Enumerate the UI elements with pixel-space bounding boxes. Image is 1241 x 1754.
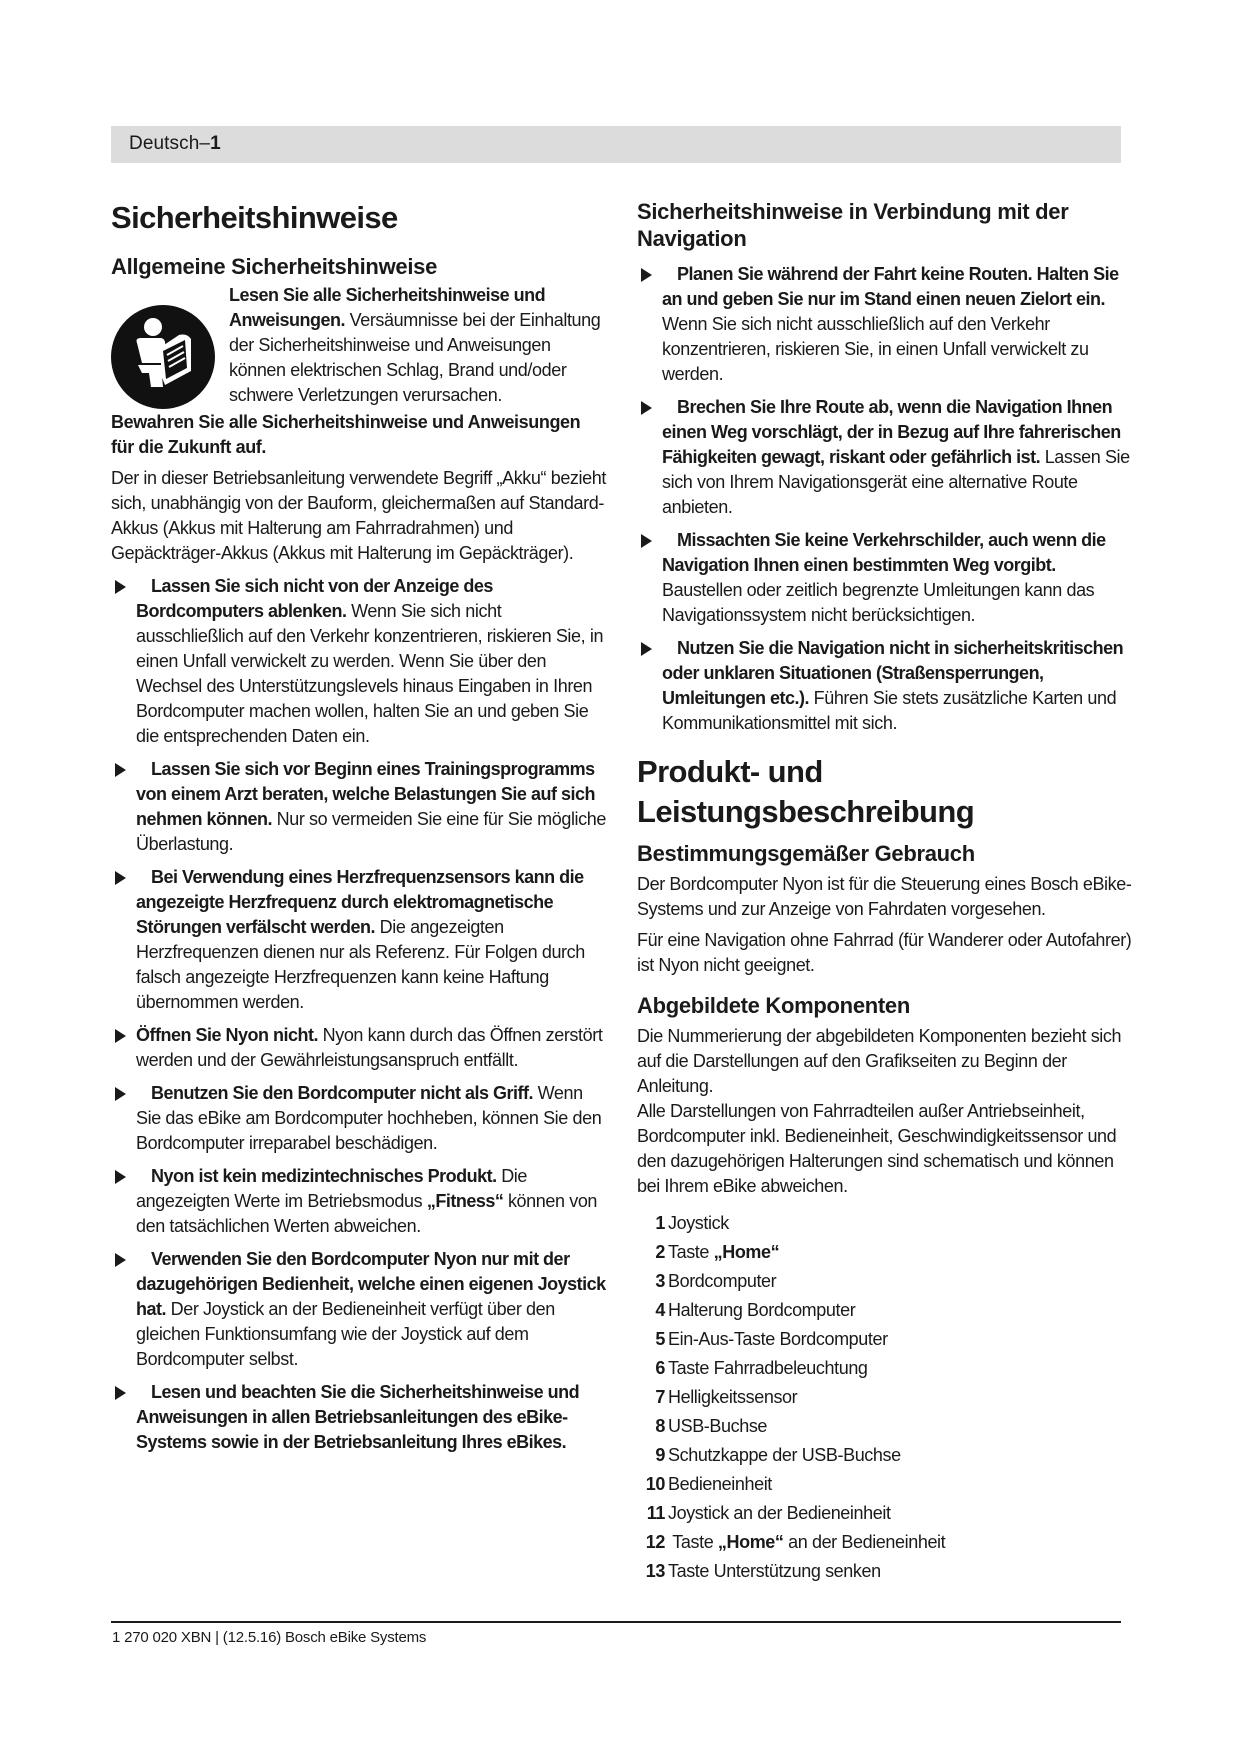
header-label: [129, 133, 221, 155]
intro-bold: Lesen Sie alle Sicherheitshinweise und Anweisungen.: [229, 285, 546, 330]
triangle-bullet-icon: [641, 401, 652, 415]
list-item: [637, 1238, 1137, 1267]
list-item: [637, 1267, 1137, 1296]
list-item: [111, 1023, 606, 1073]
component-label: Joystick an der Bedieneinheit: [668, 1503, 891, 1523]
component-label-after: an der Bedieneinheit: [783, 1532, 946, 1552]
bullet-text: Wenn Sie das eBike am Bordcomputer hochheben, können Sie den Bordcomputer irreparabel beschädigen.: [136, 1083, 602, 1153]
component-number: 9: [655, 1445, 665, 1465]
component-label: Bordcomputer: [668, 1271, 777, 1291]
akku-definition: Der in dieser Betriebsanleitung verwendete Begriff „Akku“ bezieht sich, unabhängig von der Bauform, gleichermaßen auf Standard-Akkus (Akkus mit Halterung am Fahrradrahmen) und Gepäckträger-Akkus (Akkus mit Halterung im Gepäckträger).: [111, 468, 606, 563]
component-number: 5: [655, 1329, 665, 1349]
bullet-text: Nur so vermeiden Sie eine für Sie mögliche Überlastung.: [136, 809, 606, 854]
intro-paragraph: [111, 283, 606, 408]
component-number: 8: [655, 1416, 665, 1436]
right-column: [637, 198, 1137, 1586]
bullet-bold: Planen Sie während der Fahrt keine Routen. Halten Sie an und geben Sie nur im Stand einen neuen Zielort ein.: [662, 264, 1119, 309]
bullet-bold: Brechen Sie Ihre Route ab, wenn die Navigation Ihnen einen Weg vorschlägt, der in Bezug auf Ihre fahrerischen Fähigkeiten gewagt, riskant oder gefährlich ist.: [662, 397, 1121, 467]
triangle-bullet-icon: [115, 1170, 126, 1184]
footer-divider: [111, 1621, 1121, 1623]
triangle-bullet-icon: [115, 1386, 126, 1400]
bullet-bold: Verwenden Sie den Bordcomputer Nyon nur mit der dazugehörigen Bedienheit, welche einen eigenen Joystick hat.: [136, 1249, 606, 1319]
component-number: 1: [655, 1213, 665, 1233]
list-item: [111, 1081, 606, 1156]
bullet-text: Wenn Sie sich nicht ausschließlich auf den Verkehr konzentrieren, riskieren Sie, in einen Unfall verwickelt zu werden. Wenn Sie über den Wechsel des Unterstützungslevels hinaus Eingaben in Ihren Bordcomputer machen wollen, halten Sie an und geben Sie die entsprechenden Daten ein.: [136, 601, 604, 746]
component-label: Taste Unterstützung senken: [668, 1561, 881, 1581]
list-item: [637, 1383, 1137, 1412]
component-number: 11: [646, 1503, 665, 1523]
bullet-bold: Öffnen Sie Nyon nicht.: [136, 1025, 319, 1045]
list-item: [637, 528, 1137, 628]
list-item: [111, 1247, 606, 1372]
bullet-bold: Lassen Sie sich nicht von der Anzeige des Bordcomputers ablenken.: [136, 576, 493, 621]
list-item: [111, 865, 606, 1015]
component-label: Helligkeitssensor: [668, 1387, 798, 1407]
component-number: 6: [655, 1358, 665, 1378]
bullet-bold-mode: „Fitness“: [426, 1191, 504, 1211]
components-text-2: Alle Darstellungen von Fahrradteilen außer Antriebseinheit, Bordcomputer inkl. Bedieneinheit, Geschwindigkeitssensor und den dazugehörigen Halterungen sind schematisch und können bei Ihrem eBike abweichen.: [637, 1101, 1117, 1196]
component-label-bold: „Home“: [713, 1242, 780, 1262]
list-item: [637, 1296, 1137, 1325]
triangle-bullet-icon: [115, 871, 126, 885]
list-item: [111, 1164, 606, 1239]
intended-use-heading: Bestimmungsgemäßer Gebrauch: [637, 841, 975, 866]
triangle-bullet-icon: [115, 1253, 126, 1267]
bullet-text: Die angezeigten Werte im Betriebsmodus: [136, 1166, 528, 1211]
components-heading: Abgebildete Komponenten: [637, 993, 910, 1018]
component-label: Bedieneinheit: [668, 1474, 772, 1494]
component-label: Joystick: [668, 1213, 729, 1233]
components-list: [637, 1209, 1137, 1586]
triangle-bullet-icon: [115, 1087, 126, 1101]
component-label: USB-Buchse: [668, 1416, 768, 1436]
bullet-text: Nyon kann durch das Öffnen zerstört werden und der Gewährleistungsanspruch entfällt.: [136, 1025, 603, 1070]
header-language: Deutsch: [129, 133, 200, 154]
bullet-bold: Benutzen Sie den Bordcomputer nicht als Griff.: [151, 1083, 534, 1103]
component-label: Schutzkappe der USB-Buchse: [668, 1445, 901, 1465]
bullet-text: Der Joystick an der Bedieneinheit verfügt über den gleichen Funktionsumfang wie der Joystick auf dem Bordcomputer selbst.: [136, 1299, 555, 1369]
list-item: [111, 574, 606, 749]
component-number: 12: [645, 1532, 665, 1552]
component-number: 10: [645, 1474, 665, 1494]
triangle-bullet-icon: [641, 642, 652, 656]
general-safety-heading: Allgemeine Sicherheitshinweise: [111, 254, 438, 279]
component-label: Halterung Bordcomputer: [668, 1300, 856, 1320]
bullet-bold: Bei Verwendung eines Herzfrequenzsensors kann die angezeigte Herzfrequenz durch elektromagnetische Störungen verfälscht werden.: [136, 867, 584, 937]
list-item: [637, 1209, 1137, 1238]
list-item: [637, 1325, 1137, 1354]
read-manual-icon: [111, 305, 215, 409]
intro-text: Versäumnisse bei der Einhaltung der Sicherheitshinweise und Anweisungen können elektrischen Schlag, Brand und/oder schwere Verletzungen verursachen.: [229, 310, 601, 405]
component-label: Taste Fahrradbeleuchtung: [668, 1358, 868, 1378]
component-label: Taste: [668, 1242, 714, 1262]
list-item: [637, 1412, 1137, 1441]
product-title: Produkt- und Leistungsbeschreibung: [637, 754, 975, 829]
bullet-bold: Lassen Sie sich vor Beginn eines Trainingsprogramms von einem Arzt beraten, welche Belastungen Sie auf sich nehmen können.: [136, 759, 595, 829]
bullet-text: Wenn Sie sich nicht ausschließlich auf den Verkehr konzentrieren, riskieren Sie, in einen Unfall verwickelt zu werden.: [662, 314, 1089, 384]
list-item: [637, 1499, 1137, 1528]
footer-text: 1 270 020 XBN | (12.5.16) Bosch eBike Systems: [112, 1629, 427, 1646]
component-number: 2: [655, 1242, 665, 1262]
list-item: [637, 395, 1137, 520]
keep-instructions-notice: Bewahren Sie alle Sicherheitshinweise und Anweisungen für die Zukunft auf.: [111, 412, 581, 457]
bullet-bold: Nyon ist kein medizintechnisches Produkt.: [151, 1166, 497, 1186]
bullet-bold: Lesen und beachten Sie die Sicherheitshinweise und Anweisungen in allen Betriebsanleitungen des eBike-Systems sowie in der Betriebsanleitung Ihres eBikes.: [136, 1382, 580, 1452]
list-item: [637, 1470, 1137, 1499]
list-item: [637, 1441, 1137, 1470]
page-header: [111, 126, 1121, 163]
list-item: [637, 1557, 1137, 1586]
list-item: [111, 757, 606, 857]
component-label: Taste: [668, 1532, 718, 1552]
triangle-bullet-icon: [115, 763, 126, 777]
bullet-text: Baustellen oder zeitlich begrenzte Umleitungen kann das Navigationssystem nicht berücksichtigen.: [662, 580, 1095, 625]
components-text-1: Die Nummerierung der abgebildeten Komponenten bezieht sich auf die Darstellungen auf den Grafikseiten zu Beginn der Anleitung.: [637, 1026, 1122, 1096]
list-item: [111, 1380, 606, 1455]
bullet-text: Führen Sie stets zusätzliche Karten und Kommunikationsmittel mit sich.: [662, 688, 1117, 733]
list-item: [637, 262, 1137, 387]
triangle-bullet-icon: [641, 268, 652, 282]
component-number: 4: [655, 1300, 665, 1320]
component-label-bold: „Home“: [717, 1532, 784, 1552]
component-label: Ein-Aus-Taste Bordcomputer: [668, 1329, 888, 1349]
navigation-safety-heading: Sicherheitshinweise in Verbindung mit der Navigation: [637, 199, 1069, 251]
triangle-bullet-icon: [115, 1029, 126, 1043]
component-number: 13: [645, 1561, 665, 1581]
header-page-number: 1: [210, 133, 221, 154]
component-number: 7: [655, 1387, 665, 1407]
bullet-text: Die angezeigten Herzfrequenzen dienen nur als Referenz. Für Folgen durch falsch angezeigte Herzfrequenzen kann keine Haftung übernommen werden.: [136, 917, 585, 1012]
left-column: [111, 198, 606, 1463]
component-number: 3: [655, 1271, 665, 1291]
triangle-bullet-icon: [115, 580, 126, 594]
bullet-bold: Missachten Sie keine Verkehrschilder, auch wenn die Navigation Ihnen einen bestimmten Weg vorgibt.: [662, 530, 1106, 575]
header-separator: –: [199, 133, 211, 154]
intended-use-text-2: Für eine Navigation ohne Fahrrad (für Wanderer oder Autofahrer) ist Nyon nicht geeignet.: [637, 930, 1132, 975]
bullet-bold: Nutzen Sie die Navigation nicht in sicherheitskritischen oder unklaren Situationen (Straßensperrungen, Umleitungen etc.).: [662, 638, 1124, 708]
bullet-text-2: können von den tatsächlichen Werten abweichen.: [136, 1191, 598, 1236]
intended-use-text-1: Der Bordcomputer Nyon ist für die Steuerung eines Bosch eBike-Systems und zur Anzeige von Fahrdaten vorgesehen.: [637, 874, 1132, 919]
list-item: [637, 1354, 1137, 1383]
list-item: [637, 636, 1137, 736]
list-item: [637, 1528, 1137, 1557]
safety-title: Sicherheitshinweise: [111, 200, 398, 235]
triangle-bullet-icon: [641, 534, 652, 548]
bullet-text: Lassen Sie sich von Ihrem Navigationsgerät eine alternative Route anbieten.: [662, 447, 1130, 517]
